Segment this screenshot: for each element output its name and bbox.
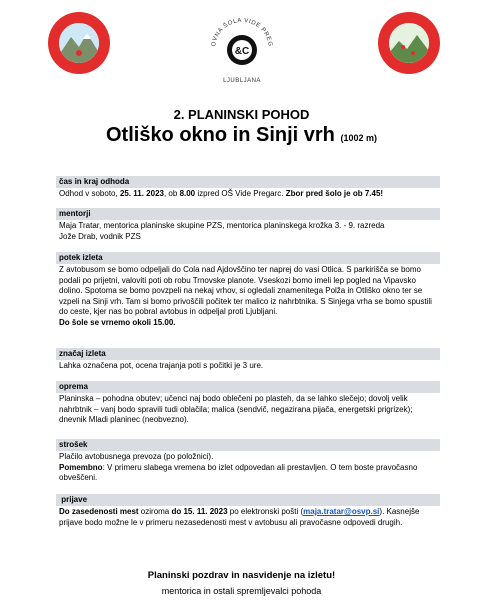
school-city-text: LJUBLJANA (223, 78, 261, 84)
time-text: 8.00 (179, 189, 196, 198)
important-text: : V primeru slabega vremena bo izlet odpovedan ali prestavljen. O tem boste pravočasno obveščeni. (59, 462, 418, 482)
section-heading: oprema (56, 381, 440, 393)
school-ring-text: OVNA ŠOLA VIDE PREG (211, 17, 273, 48)
event-title (0, 124, 483, 147)
cost-line: Plačilo avtobusnega prevoza (po položnici). (59, 452, 214, 461)
mentor-line: Maja Tratar, mentorica planinske skupine PZS, mentorica planinskega krožka 3. - 9. razreda (59, 221, 385, 230)
svg-text:&C: &C (234, 46, 250, 57)
section-gear (56, 381, 440, 426)
school-logo (203, 10, 281, 88)
text: Odhod v soboto, (59, 189, 120, 198)
text: , ob (163, 189, 180, 198)
deadline-text: do 15. 11. 2023 (171, 507, 228, 516)
section-body: Planinska – pohodna obutev; učenci naj bodo oblečeni po plasteh, da se lahko slečejo; dovolj velik nahrbtnik – vanj bodo spravili tudi oblačila; malica (sendvič, negazirana pijača, energetski prigrizek); dnevnik Mladi planinec (neobvezno). (59, 394, 413, 424)
section-time (56, 176, 440, 200)
section-apply (56, 494, 440, 528)
section-features (56, 348, 440, 372)
section-heading: mentorji (56, 208, 440, 220)
date-text: 25. 11. 2023 (119, 189, 164, 198)
gather-text: Zbor pred šolo je ob 7.45! (285, 189, 384, 198)
important-note (59, 463, 437, 484)
planinski-krozek-logo-right (378, 12, 440, 74)
important-label: Pomembno (59, 462, 103, 472)
section-cost (56, 439, 440, 484)
text: Do zasedenosti mest (59, 507, 139, 516)
section-body (56, 220, 440, 242)
closing-signature: mentorica in ostali spremljevalci pohoda (161, 586, 322, 596)
section-heading: strošek (56, 439, 440, 451)
section-body (56, 188, 440, 200)
mountain-emblem-icon (389, 23, 429, 63)
mountain-emblem-icon (59, 23, 99, 63)
closing-greeting: Planinski pozdrav in nasvidenje na izletu! (147, 570, 336, 581)
planinski-krozek-logo-left (48, 12, 110, 74)
text: oziroma (138, 507, 172, 516)
route-text: Z avtobusom se bomo odpeljali do Cola nad Ajdovščino ter naprej do vasi Otlica. S parkirišča se bomo podali po prijetni, valoviti poti ob robu Trnovske planote. Vseskozi bomo imeli lep pogled na Vipavsko dolino. Spotoma se bomo povzpeli na nekaj vrhov, si ogledali znamenitega Polža in Otliško okno ter se vzpeli na Sinji vrh. Tam si bomo privoščili počitek ter malico iz nahrbtnika. S Sinjega vrha se bomo spustili do ceste, kjer nas bo pobral avtobus in odpeljal proti Ljubljani. (59, 265, 432, 316)
text: ). Kasnejše prijave bodo možne le v primeru nezasedenosti mest v avtobusu ali pravočasne odpovedi drugih. (59, 507, 420, 527)
section-body (56, 451, 440, 484)
section-heading: potek izleta (56, 252, 440, 264)
event-number-title: 2. PLANINSKI POHOD (173, 107, 310, 122)
section-body (56, 264, 440, 328)
event-name: Otliško okno in Sinji vrh (105, 124, 335, 146)
mentor-line: Jože Drab, vodnik PZS (59, 231, 141, 241)
section-heading: čas in kraj odhoda (56, 176, 440, 188)
section-body: Lahka označena pot, ocena trajanja poti s počitki je 3 ure. (59, 361, 264, 370)
section-body (56, 506, 440, 528)
altitude-label: (1002 m) (340, 133, 377, 143)
text: po elektronski pošti ( (227, 507, 304, 516)
section-mentors (56, 208, 440, 242)
email-link[interactable]: maja.tratar@osvp.si (303, 507, 380, 516)
heading-text: prijave (61, 495, 88, 504)
section-route (56, 252, 440, 328)
section-heading: značaj izleta (56, 348, 440, 360)
section-heading (56, 494, 440, 506)
text: izpred OŠ Vide Pregarc. (195, 189, 286, 198)
return-text: Do šole se vrnemo okoli 15.00. (59, 317, 176, 327)
